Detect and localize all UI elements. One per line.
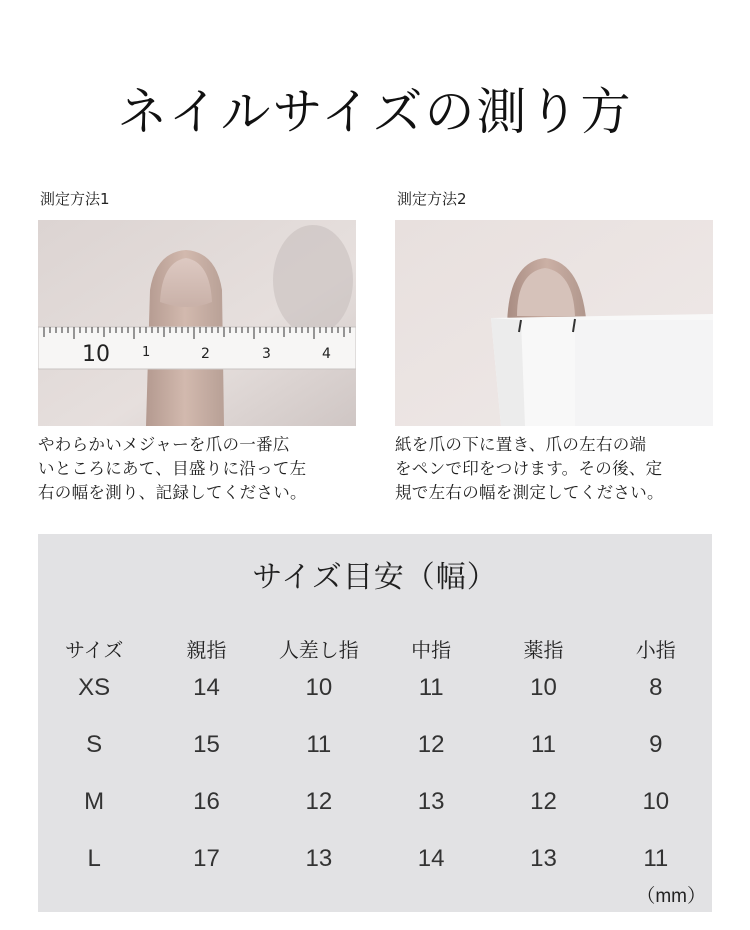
value-cell: 9 (649, 731, 663, 758)
size-cell: S (86, 731, 103, 758)
method-1-label: 測定方法1 (40, 190, 110, 208)
size-cell: XS (78, 674, 111, 701)
header-thumb: 親指 (186, 638, 227, 662)
value-cell: 14 (193, 674, 220, 701)
method-2-label: 測定方法2 (397, 190, 467, 208)
header-middle-finger: 中指 (411, 638, 452, 662)
ruler-number-3: 3 (262, 346, 271, 362)
method-1-description: やわらかいメジャーを爪の一番広 いところにあて、目盛りに沿って左 右の幅を測り、記録してください。 (38, 435, 307, 502)
table-row (38, 731, 712, 788)
value-cell: 12 (530, 788, 557, 815)
ruler-number-4: 4 (322, 346, 331, 362)
value-cell: 13 (530, 845, 557, 872)
size-table-title: サイズ目安（幅） (252, 560, 498, 595)
value-cell: 13 (305, 845, 333, 872)
ruler-number-1: 1 (142, 345, 151, 360)
method-2-photo (395, 220, 713, 426)
value-cell: 15 (193, 731, 220, 758)
measure-method-1 (38, 188, 356, 505)
value-cell: 16 (193, 788, 220, 815)
method-2-description: 紙を爪の下に置き、爪の左右の端 をペンで印をつけます。その後、定 規で左右の幅を測定してください。 (395, 435, 664, 502)
table-row (38, 845, 712, 902)
value-cell: 10 (305, 674, 333, 701)
value-cell: 11 (643, 845, 669, 872)
value-cell: 8 (649, 674, 663, 701)
size-cell: M (84, 788, 105, 815)
header-index-finger: 人差し指 (278, 638, 359, 662)
value-cell: 10 (530, 674, 557, 701)
value-cell: 12 (305, 788, 333, 815)
value-cell: 14 (417, 845, 445, 872)
value-cell: 10 (642, 788, 670, 815)
size-guide-panel (38, 534, 712, 912)
page-title: ネイルサイズの測り方 (117, 83, 633, 141)
size-table (38, 634, 712, 902)
value-cell: 11 (306, 731, 332, 758)
header-ring-finger: 薬指 (523, 638, 564, 662)
value-cell: 11 (418, 674, 444, 701)
measure-method-2 (395, 188, 713, 505)
table-row (38, 788, 712, 845)
value-cell: 12 (417, 731, 445, 758)
value-cell: 13 (417, 788, 445, 815)
header-little-finger: 小指 (635, 638, 676, 662)
value-cell: 11 (531, 731, 556, 758)
size-table-header (38, 634, 712, 674)
size-cell: L (87, 845, 101, 872)
unit-label: （mm） (636, 886, 706, 907)
ruler-number-10: 10 (82, 342, 110, 367)
ruler-number-2: 2 (201, 346, 210, 362)
header-size: サイズ (64, 638, 124, 662)
method-1-photo (38, 220, 356, 426)
table-row (38, 674, 712, 731)
value-cell: 17 (193, 845, 220, 872)
